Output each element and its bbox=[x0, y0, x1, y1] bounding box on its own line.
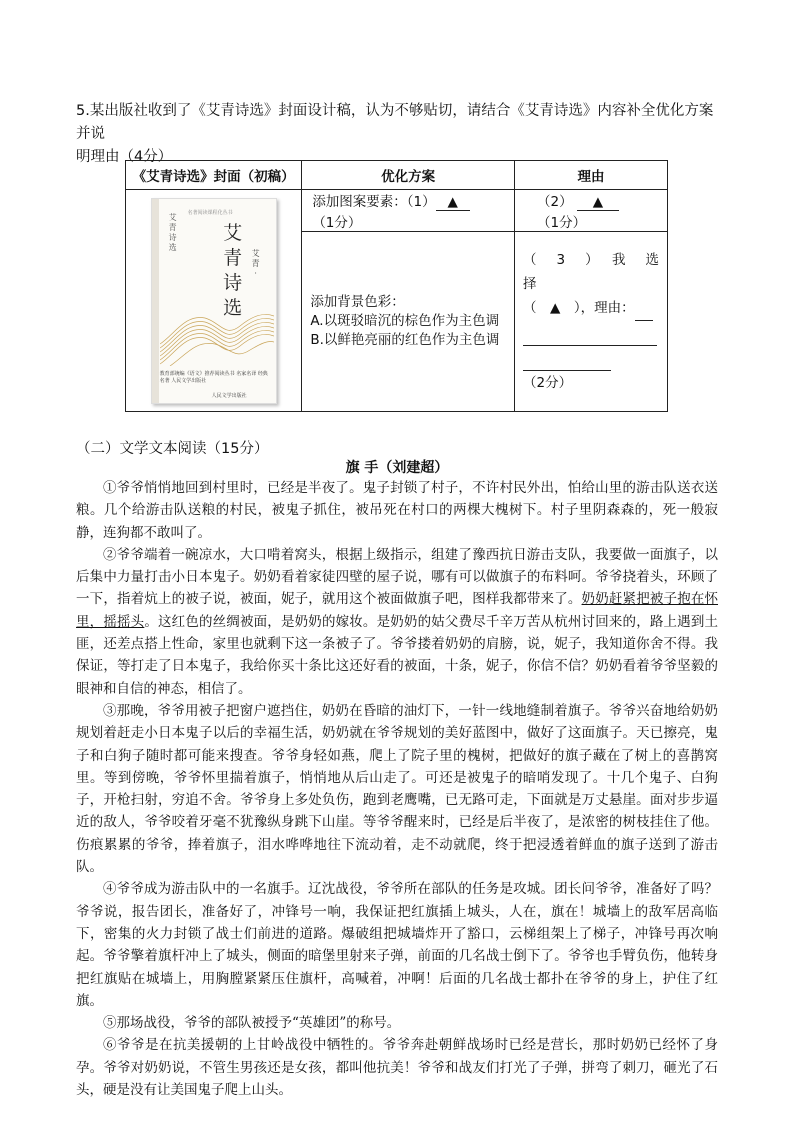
answer-line-b[interactable] bbox=[523, 321, 657, 346]
plan-pattern-cell bbox=[302, 190, 515, 232]
question-5-line1: 5.某出版社收到了《艾青诗选》封面设计稿，认为不够贴切，请结合《艾青诗选》内容补全优化方案并说 bbox=[76, 103, 714, 142]
paragraph-5: ⑤那场战役，爷爷的部队被授予“英雄团”的称号。 bbox=[103, 1015, 401, 1032]
passage-body bbox=[76, 477, 718, 1101]
cover-cell bbox=[126, 190, 302, 412]
reason-color-line1: （ 3 ） 我 选 择 bbox=[523, 252, 673, 292]
reason-color-choice: （ ▲ ），理由： bbox=[523, 300, 635, 316]
answer-blank-1[interactable]: ▲ bbox=[436, 194, 470, 211]
plan-color-cell bbox=[302, 232, 515, 412]
paragraph-2-part-b: 。这红色的丝绸被面，是奶奶的嫁妆。是奶奶的姑父费尽千辛万苦从杭州讨回来的，路上遇到土匪，还差点搭上性命，家里也就剩下这一条被子了。爷爷搂着奶奶的肩膀，说，妮子，我知道你舍不得。我保证，等打走了日本鬼子，我给你买十条比这还好看的被面，十条，妮子，你信不信？奶奶看着爷爷坚毅的眼神和自信的神态，相信了。 bbox=[76, 613, 719, 697]
book-spine bbox=[152, 199, 159, 403]
header-plan: 优化方案 bbox=[302, 161, 515, 190]
cover-publisher: 人民文学出版社 bbox=[211, 392, 247, 399]
paragraph-3: ③那晚，爷爷用被子把窗户遮挡住，奶奶在昏暗的油灯下，一针一线地缝制着旗子。爷爷兴奋地给奶奶规划着赶走小日本鬼子以后的幸福生活，奶奶就在爷爷规划的美好蓝图中，做好了这面旗子。天已擦亮，鬼子和白狗子随时都可能来搜查。爷爷身轻如燕，爬上了院子里的槐树，把做好的旗子藏在了树上的喜鹊窝里。等到傍晚，爷爷怀里揣着旗子，悄悄地从后山走了。可还是被鬼子的暗哨发现了。十几个鬼子、白狗子，开枪扫射，穷追不舍。爷爷身上多处负伤，跑到老鹰嘴，已无路可走，下面就是万丈悬崖。面对步步逼近的敌人，爷爷咬着牙毫不犹豫纵身跳下山崖。等爷爷醒来时，已经是后半夜了，是浓密的树枝挂住了他。伤痕累累的爷爷，捧着旗子，泪水哗哗地往下流动着，走不动就爬，终于把浸透着鲜血的旗子送到了游击队。 bbox=[76, 702, 718, 876]
answer-line-a[interactable] bbox=[635, 296, 653, 321]
reason-pattern-cell bbox=[515, 190, 668, 232]
reason-color-score: （2分） bbox=[523, 375, 573, 391]
plan-pattern-score: （1分） bbox=[312, 215, 362, 231]
cover-author: 艾青· bbox=[251, 248, 260, 278]
answer-blank-2[interactable]: ▲ bbox=[577, 194, 619, 211]
plan-pattern-label: 添加图案要素：（1） bbox=[312, 194, 436, 210]
cover-bottom-text: 教育部统编《语文》推荐阅读丛书 名家名译 经典名著 人民文学出版社 bbox=[159, 370, 268, 384]
section-heading: （二）文学文本阅读（15分） bbox=[76, 441, 269, 457]
cover-series: 名著阅读课程化丛书 bbox=[187, 209, 233, 216]
design-table bbox=[125, 160, 673, 412]
paragraph-1: ①爷爷悄悄地回到村里时，已经是半夜了。鬼子封锁了村子，不许村民外出，怕给山里的游击队送衣送粮。几个给游击队送粮的村民，被鬼子抓住，被吊死在村口的两棵大槐树下。村子里阴森森的，死一般寂静，连狗都不敢叫了。 bbox=[76, 480, 718, 541]
cover-title: 艾青诗选 bbox=[223, 221, 243, 319]
plan-color-option-b[interactable]: B.以鲜艳亮丽的红色作为主色调 bbox=[310, 332, 500, 348]
paragraph-4: ④爷爷成为游击队中的一名旗手。辽沈战役，爷爷所在部队的任务是攻城。团长问爷爷，准备好了吗？爷爷说，报告团长，准备好了，冲锋号一响，我保证把红旗插上城头，人在，旗在！城墙上的敌军居高临下，密集的火力封锁了战士们前进的道路。爆破组把城墙炸开了豁口，云梯组架上了梯子，冲锋号再次响起。爷爷擎着旗杆冲上了城头，侧面的暗堡里射来子弹，前面的几名战士倒下了。爷爷也手臂负伤，他转身把红旗贴在城墙上，用胸膛紧紧压住旗杆，高喊着，冲啊！后面的几名战士都扑在爷爷的身上，护住了红旗。 bbox=[76, 881, 718, 1009]
paragraph-2 bbox=[76, 544, 718, 700]
header-reason: 理由 bbox=[515, 161, 668, 190]
reason-pattern-label: （2） bbox=[537, 194, 573, 210]
reason-color-line2 bbox=[523, 296, 659, 321]
header-cover: 《艾青诗选》封面（初稿） bbox=[126, 161, 302, 190]
paragraph-6: ⑥爷爷是在抗美援朝的上甘岭战役中牺牲的。爷爷奔赴朝鲜战场时已经是营长，那时奶奶已经怀了身孕。爷爷对奶奶说，不管生男孩还是女孩，都叫他抗美！爷爷和战友们打光了子弹，拼弯了刺刀，砸光了石头，硬是没有让美国鬼子爬上山头。 bbox=[76, 1037, 718, 1099]
gold-wave-illustration bbox=[160, 304, 274, 366]
question-5 bbox=[76, 100, 726, 169]
reason-color-line4 bbox=[523, 346, 659, 395]
passage-title: 旗 手（刘建超） bbox=[345, 460, 449, 476]
plan-color-option-a[interactable]: A.以斑驳暗沉的棕色作为主色调 bbox=[310, 313, 500, 329]
plan-color-label: 添加背景色彩： bbox=[310, 294, 405, 310]
answer-line-c[interactable] bbox=[523, 346, 611, 371]
book-cover-image bbox=[151, 198, 277, 404]
paragraph-2-part-a: ②爷爷端着一碗凉水，大口啃着窝头，根据上级指示，组建了豫西抗日游击支队，我要做一面旗子，以后集中力量打击小日本鬼子。奶奶看着家徒四壁的屋子说，哪有可以做旗子的布料呵。爷爷挠着头，环顾了一下，指着炕上的被子说，被面，妮子，就用这个被面做旗子吧，图样我都带来了。 bbox=[76, 546, 718, 608]
question-5-line2: 明理由（4分） bbox=[76, 149, 173, 165]
paragraph-2-underlined: 奶奶赶紧把被子抱在怀里，摇摇头 bbox=[76, 591, 719, 630]
reason-pattern-score: （1分） bbox=[537, 215, 587, 231]
reason-color-cell bbox=[515, 232, 673, 412]
cover-side-title: 艾青诗选 bbox=[168, 212, 177, 252]
reason-color-line3 bbox=[523, 321, 659, 346]
